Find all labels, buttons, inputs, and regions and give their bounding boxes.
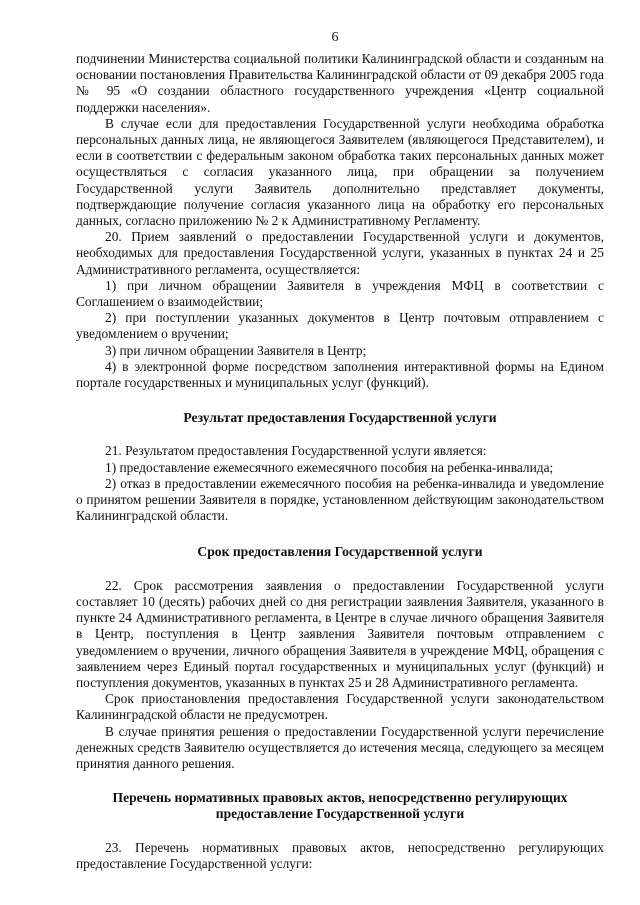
section-heading-result: Результат предоставления Государственной услуги: [183, 410, 497, 426]
paragraph-item-21: 21. Результатом предоставления Государственной услуги является:: [105, 443, 487, 459]
section-heading-legal-acts-line-1: Перечень нормативных правовых актов, непосредственно регулирующих: [112, 790, 568, 806]
page-number: 6: [331, 30, 339, 45]
section-heading-legal-acts-line-2: предоставление Государственной услуги: [215, 806, 465, 822]
paragraph-payment-term: В случае принятия решения о предоставлении Государственной услуги перечисление денежных средств Заявителю осуществляется до истечения месяца, следующего за месяцем принятия данного решения.: [76, 723, 604, 771]
paragraph-subordination: подчинении Министерства социальной политики Калининградской области и созданным на основании постановления Правительства Калининградской области от 09 декабря 2005 года № 95 «О создании областного государственного учреждения «Центр социальной поддержки населения».: [76, 51, 604, 115]
list-item-grant: 1) предоставление ежемесячного ежемесячного пособия на ребенка-инвалида;: [105, 459, 554, 475]
paragraph-item-22: 22. Срок рассмотрения заявления о предоставлении Государственной услуги составляет 10 (десять) рабочих дней со дня регистрации заявления Заявителя, указанного в пункте 24 Административного регламента, в Центре в случае личного обращения Заявителя в Центр, поступления в Центр заявления Заявителя почтовым отправлением с уведомлением о вручении, личного обращения Заявителя в учреждение МФЦ, обращения с заявлением через Единый портал государственных и муниципальных услуг (функций) и поступления документов, указанных в пунктах 25 и 28 Административного регламента.: [76, 577, 604, 690]
paragraph-personal-data: В случае если для предоставления Государственной услуги необходима обработка персональных данных лица, не являющегося Заявителем (являющегося Представителем), и если в соответствии с федеральным законом обработка таких персональных данных может осуществляться с согласия указанного лица, при обращении за получением Государственной услуги Заявитель дополнительно представляет документы, подтверждающие получение согласия указанного лица на обработку его персональных данных, согласно приложению № 2 к Административному Регламенту.: [76, 115, 604, 229]
paragraph-suspension: Срок приостановления предоставления Государственной услуги законодательством Калининградской области не предусмотрен.: [76, 691, 604, 723]
list-item-electronic: 4) в электронной форме посредством заполнения интерактивной формы на Едином портале государственных и муниципальных услуг (функций).: [76, 358, 604, 391]
paragraph-item-20: 20. Прием заявлений о предоставлении Государственной услуги и документов, необходимых для предоставления Государственной услуги, указанных в пунктах 24 и 25 Административного регламента, осуществляется:: [76, 229, 604, 277]
paragraph-item-23: 23. Перечень нормативных правовых актов, непосредственно регулирующих предоставление Государственной услуги:: [76, 839, 604, 871]
section-heading-term: Срок предоставления Государственной услуги: [197, 544, 483, 560]
list-item-personal-visit: 3) при личном обращении Заявителя в Центр;: [105, 342, 367, 358]
list-item-refusal: 2) отказ в предоставлении ежемесячного пособия на ребенка-инвалида и уведомление о принятом решении Заявителя в порядке, установленном действующим законодательством Калининградской области.: [76, 475, 604, 524]
section-heading-legal-acts: [76, 790, 604, 822]
list-item-postal: 2) при поступлении указанных документов в Центр почтовым отправлением с уведомлением о вручении;: [76, 310, 604, 342]
list-item-mfc: 1) при личном обращении Заявителя в учреждения МФЦ в соответствии с Соглашением о взаимодействии;: [76, 277, 604, 310]
